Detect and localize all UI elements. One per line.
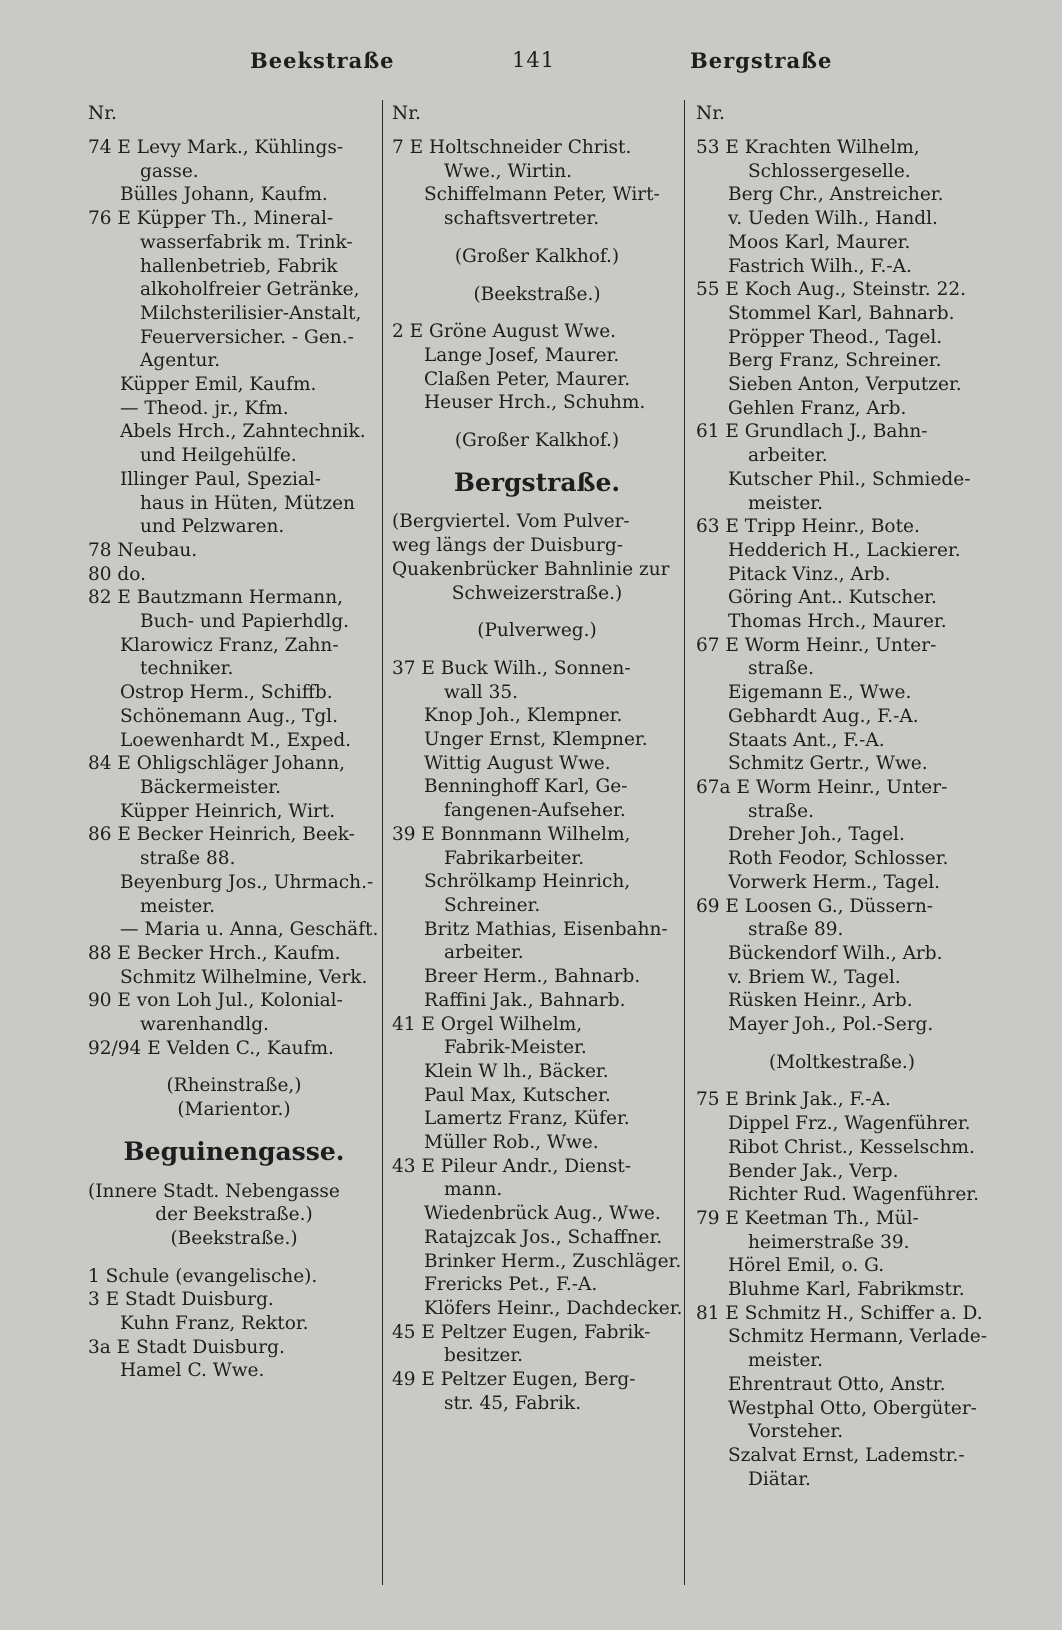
continuation-line: wall 35. <box>444 681 518 703</box>
resident-line: Frericks Pet., F.-A. <box>424 1274 598 1296</box>
continuation-line: straße 88. <box>140 848 236 870</box>
entry-line: 45 E Peltzer Eugen, Fabrik- <box>392 1321 651 1343</box>
cross-street-note: (Pulverweg.) <box>477 620 597 642</box>
resident-line: Rüsken Heinr., Arb. <box>728 990 913 1012</box>
resident-line: Lamertz Franz, Küfer. <box>424 1108 630 1130</box>
continuation-line: hallenbetrieb, Fabrik <box>140 255 338 277</box>
street-heading: Beguinengasse. <box>123 1136 345 1166</box>
resident-line: Bender Jak., Verp. <box>728 1160 899 1182</box>
continuation-line: Diätar. <box>748 1468 811 1490</box>
continuation-line: mann. <box>444 1179 503 1201</box>
entry-line: 49 E Peltzer Eugen, Berg- <box>392 1369 636 1391</box>
resident-line: Ehrentraut Otto, Anstr. <box>728 1373 946 1395</box>
column-3 <box>696 102 988 1491</box>
continuation-line: Fabrikarbeiter. <box>444 847 585 869</box>
resident-line: Breer Herm., Bahnarb. <box>424 966 641 988</box>
continuation-line: meister. <box>748 1350 823 1372</box>
resident-line: Claßen Peter, Maurer. <box>424 368 631 390</box>
resident-line: Hamel C. Wwe. <box>120 1360 265 1382</box>
entry-line: 74 E Levy Mark., Kühlings- <box>88 137 344 158</box>
spacer <box>392 306 682 320</box>
continuation-line: Wwe., Wirtin. <box>444 160 573 182</box>
nr-label: Nr. <box>88 103 117 124</box>
resident-line: Hörel Emil, o. G. <box>728 1255 885 1277</box>
entry-line: 90 E von Loh Jul., Kolonial- <box>88 990 343 1012</box>
continuation-line: warenhandlg. <box>140 1014 269 1036</box>
resident-line: Dippel Frz., Wagenführer. <box>728 1113 971 1135</box>
resident-line: Klöfers Heinr., Dachdecker. <box>424 1297 683 1319</box>
entry-line: 3a E Stadt Duisburg. <box>88 1336 285 1358</box>
resident-line: Schönemann Aug., Tgl. <box>120 705 338 727</box>
continuation-line: meister. <box>748 492 823 514</box>
resident-line: Fastrich Wilh., F.-A. <box>728 255 912 277</box>
continuation-line: und Pelzwaren. <box>140 516 285 538</box>
resident-line: Berg Chr., Anstreicher. <box>728 184 944 206</box>
continuation-line: arbeiter. <box>444 942 524 964</box>
cross-street-note: (Großer Kalkhof.) <box>454 430 620 452</box>
cross-street-note: (Rheinstraße,) <box>166 1075 302 1097</box>
resident-line: Thomas Hrch., Maurer. <box>728 611 947 633</box>
resident-line: Abels Hrch., Zahntechnik. <box>120 421 366 443</box>
spacer <box>392 269 682 283</box>
resident-line: Schmitz Wilhelmine, Verk. <box>120 966 368 988</box>
resident-line: Müller Rob., Wwe. <box>424 1132 599 1154</box>
entry-line: 84 E Ohligschläger Johann, <box>88 753 346 775</box>
resident-line: Knop Joh., Klempner. <box>424 705 623 727</box>
nr-label: Nr. <box>696 103 725 124</box>
nr-label: Nr. <box>392 103 421 124</box>
resident-line: Pitack Vinz., Arb. <box>728 563 891 585</box>
continuation-line: straße. <box>748 658 814 680</box>
continuation-line: wasserfabrik m. Trink- <box>140 231 353 253</box>
resident-line: Britz Mathias, Eisenbahn- <box>424 918 668 940</box>
street-description: weg längs der Duisburg- <box>392 535 623 557</box>
entry-line: 37 E Buck Wilh., Sonnen- <box>392 657 631 679</box>
resident-line: Unger Ernst, Klempner. <box>424 729 648 751</box>
entry-line: 82 E Bautzmann Hermann, <box>88 587 344 609</box>
resident-line: Klein W lh., Bäcker. <box>424 1060 609 1082</box>
entry-line: 61 E Grundlach J., Bahn- <box>696 421 928 443</box>
resident-line: v. Briem W., Tagel. <box>728 966 901 988</box>
entry-line: 76 E Küpper Th., Mineral- <box>88 208 334 230</box>
entry-line: 78 Neubau. <box>88 539 198 561</box>
spacer <box>696 1074 988 1088</box>
continuation-line: straße 89. <box>748 919 844 941</box>
entry-line: 55 E Koch Aug., Steinstr. 22. <box>696 279 966 301</box>
continuation-line: gasse. <box>140 160 199 182</box>
resident-line: Paul Max, Kutscher. <box>424 1084 611 1106</box>
resident-line: Vorwerk Herm., Tagel. <box>728 871 940 893</box>
resident-line: Ostrop Herm., Schiffb. <box>120 682 333 704</box>
continuation-line: schaftsvertreter. <box>444 208 600 230</box>
spacer <box>392 415 682 429</box>
resident-line: Staats Ant., F.-A. <box>728 729 885 751</box>
column-1 <box>88 102 380 1383</box>
resident-line: Bluhme Karl, Fabrikmstr. <box>728 1279 965 1301</box>
resident-line: Ratajzcak Jos., Schaffner. <box>424 1226 663 1248</box>
resident-line: Klarowicz Franz, Zahn- <box>120 634 339 656</box>
entry-line: 75 E Brink Jak., F.-A. <box>696 1089 891 1111</box>
running-head-left: Beekstraße <box>250 48 395 73</box>
cross-street-note: Schweizerstraße.) <box>451 582 623 604</box>
cross-street-note: (Großer Kalkhof.) <box>454 245 620 267</box>
continuation-line: Feuerversicher. - Gen.- <box>140 326 354 348</box>
resident-line: Berg Franz, Schreiner. <box>728 350 942 372</box>
cross-street-note: (Beekstraße.) <box>170 1227 298 1249</box>
resident-line: Schmitz Gertr., Wwe. <box>728 753 928 775</box>
resident-line: Heuser Hrch., Schuhm. <box>424 392 646 414</box>
resident-line: Sieben Anton, Verputzer. <box>728 374 962 396</box>
resident-line: Westphal Otto, Obergüter- <box>728 1397 977 1419</box>
continuation-line: str. 45, Fabrik. <box>444 1392 582 1414</box>
resident-line: Benninghoff Karl, Ge- <box>424 776 628 798</box>
entry-line: 88 E Becker Hrch., Kaufm. <box>88 942 341 964</box>
entry-line: 53 E Krachten Wilhelm, <box>696 137 920 158</box>
continuation-line: Fabrik-Meister. <box>444 1037 587 1059</box>
spacer <box>392 231 682 245</box>
resident-line: Brinker Herm., Zuschläger. <box>424 1250 682 1272</box>
street-description: (Bergviertel. Vom Pulver- <box>392 511 630 533</box>
column-divider <box>382 100 383 1585</box>
entry-line: 81 E Schmitz H., Schiffer a. D. <box>696 1302 983 1324</box>
resident-line: Lange Josef, Maurer. <box>424 344 620 366</box>
page-number: 141 <box>512 48 556 72</box>
entry-line: 79 E Keetman Th., Mül- <box>696 1207 919 1229</box>
continuation-line: Vorsteher. <box>748 1421 844 1443</box>
cross-street-note: (Beekstraße.) <box>473 283 601 305</box>
street-description: Quakenbrücker Bahnlinie zur <box>392 558 670 580</box>
continuation-line: techniker. <box>140 658 234 680</box>
resident-line: Roth Feodor, Schlosser. <box>728 848 949 870</box>
entry-line: 92/94 E Velden C., Kaufm. <box>88 1037 334 1059</box>
cross-street-note: (Marientor.) <box>177 1099 291 1121</box>
continuation-line: arbeiter. <box>748 445 828 467</box>
resident-line: Kutscher Phil., Schmiede- <box>728 468 971 490</box>
resident-line: Hedderich H., Lackierer. <box>728 539 961 561</box>
entry-line: 69 E Loosen G., Düssern- <box>696 895 934 917</box>
resident-line: Schmitz Hermann, Verlade- <box>728 1326 987 1348</box>
entry-line: 63 E Tripp Heinr., Bote. <box>696 516 920 538</box>
resident-line: Illinger Paul, Spezial- <box>120 468 322 490</box>
street-description: (Innere Stadt. Nebengasse <box>88 1180 340 1202</box>
resident-line: Ribot Christ., Kesselschm. <box>728 1136 975 1158</box>
resident-line: — Theod. jr., Kfm. <box>120 397 289 419</box>
resident-line: Göring Ant.. Kutscher. <box>728 587 937 609</box>
entry-line: 43 E Pileur Andr., Dienst- <box>392 1155 632 1177</box>
resident-line: Loewenhardt M., Exped. <box>120 729 352 751</box>
continuation-line: fangenen-Aufseher. <box>444 800 626 822</box>
continuation-line: straße. <box>748 800 814 822</box>
resident-line: v. Ueden Wilh., Handl. <box>728 208 938 230</box>
resident-line: Stommel Karl, Bahnarb. <box>728 302 955 324</box>
entry-line: 3 E Stadt Duisburg. <box>88 1289 274 1311</box>
entry-line: 86 E Becker Heinrich, Beek- <box>88 824 355 846</box>
continuation-line: Schreiner. <box>444 894 541 916</box>
resident-line: Schrölkamp Heinrich, <box>424 871 631 893</box>
continuation-line: meister. <box>140 895 215 917</box>
running-head-right: Bergstraße <box>690 48 833 73</box>
continuation-line: Milchsterilisier-Anstalt, <box>140 302 362 324</box>
continuation-line: haus in Hüten, Mützen <box>140 492 355 514</box>
continuation-line: und Heilgehülfe. <box>140 445 297 467</box>
column-divider <box>684 100 685 1585</box>
resident-line: — Maria u. Anna, Geschäft. <box>120 919 379 941</box>
continuation-line: Agentur. <box>140 350 221 372</box>
resident-line: Gebhardt Aug., F.-A. <box>728 705 919 727</box>
street-heading: Bergstraße. <box>453 467 621 497</box>
resident-line: Richter Rud. Wagenführer. <box>728 1184 979 1206</box>
entry-line: 67a E Worm Heinr., Unter- <box>696 776 948 798</box>
spacer <box>88 1251 380 1265</box>
spacer <box>696 1037 988 1051</box>
resident-line: Schiffelmann Peter, Wirt- <box>424 184 660 206</box>
continuation-line: Schlossergeselle. <box>748 160 911 182</box>
continuation-line: alkoholfreier Getränke, <box>140 279 360 301</box>
resident-line: Küpper Emil, Kaufm. <box>120 374 317 396</box>
spacer <box>88 1060 380 1074</box>
continuation-line: Bäckermeister. <box>140 776 281 798</box>
continuation-line: besitzer. <box>444 1345 524 1367</box>
column-2 <box>392 102 682 1415</box>
resident-line: Wiedenbrück Aug., Wwe. <box>424 1203 661 1225</box>
entry-line: 41 E Orgel Wilhelm, <box>392 1013 583 1035</box>
resident-line: Bülles Johann, Kaufm. <box>120 184 328 206</box>
entry-line: 39 E Bonnmann Wilhelm, <box>392 823 631 845</box>
resident-line: Eigemann E., Wwe. <box>728 682 912 704</box>
entry-line: 67 E Worm Heinr., Unter- <box>696 634 937 656</box>
resident-line: Bückendorf Wilh., Arb. <box>728 942 943 964</box>
entry-line: 7 E Holtschneider Christ. <box>392 137 632 158</box>
resident-line: Küpper Heinrich, Wirt. <box>120 800 336 822</box>
continuation-line: Buch- und Papierhdlg. <box>140 611 350 633</box>
entry-line: 2 E Gröne August Wwe. <box>392 321 617 343</box>
cross-street-note: der Beekstraße.) <box>155 1204 313 1226</box>
resident-line: Raffini Jak., Bahnarb. <box>424 989 626 1011</box>
entry-line: 1 Schule (evangelische). <box>88 1265 318 1287</box>
resident-line: Dreher Joh., Tagel. <box>728 824 905 846</box>
resident-line: Wittig August Wwe. <box>424 752 611 774</box>
spacer <box>392 605 682 619</box>
entry-line: 80 do. <box>88 563 146 585</box>
resident-line: Beyenburg Jos., Uhrmach.- <box>120 871 374 893</box>
resident-line: Pröpper Theod., Tagel. <box>728 326 943 348</box>
resident-line: Gehlen Franz, Arb. <box>728 397 907 419</box>
resident-line: Kuhn Franz, Rektor. <box>120 1313 309 1335</box>
resident-line: Szalvat Ernst, Lademstr.- <box>728 1444 965 1466</box>
resident-line: Mayer Joh., Pol.-Serg. <box>728 1014 934 1036</box>
resident-line: Moos Karl, Maurer. <box>728 231 911 253</box>
continuation-line: heimerstraße 39. <box>748 1231 910 1253</box>
spacer <box>392 643 682 657</box>
cross-street-note: (Moltkestraße.) <box>768 1051 915 1073</box>
